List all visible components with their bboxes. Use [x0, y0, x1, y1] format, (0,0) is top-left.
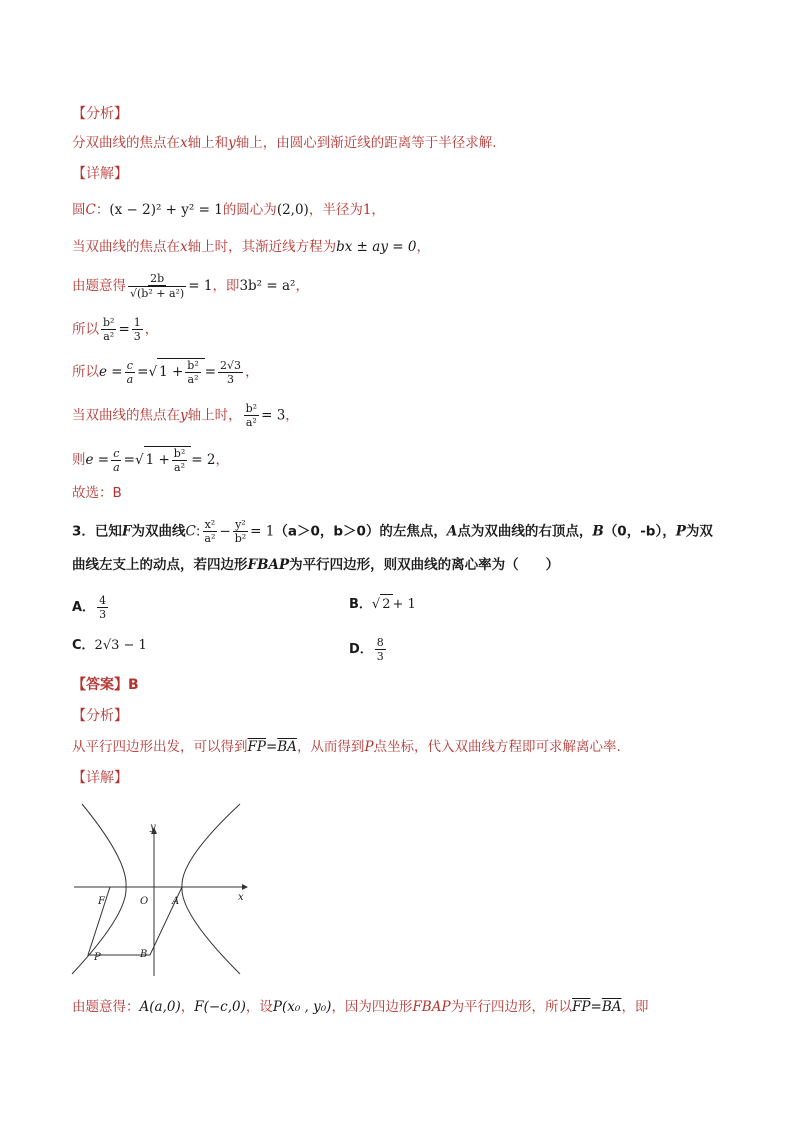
x-axis-arrow — [242, 884, 248, 890]
label-y: y — [150, 822, 156, 833]
question-3-line-2: 曲线左支上的动点，若四边形FBAP为平行四边形，则双曲线的离心率为（ ） — [72, 557, 560, 573]
option-d: D． $\frac{8}{3}$ — [349, 636, 384, 663]
label-F: F — [98, 896, 105, 907]
analysis-2-heading: 【分析】 — [72, 708, 128, 724]
left-branch — [72, 804, 126, 974]
answer-line: 【答案】B — [72, 677, 139, 693]
detail-2-line: 由题意得：A(a,0)，F(−c,0)，设P(x₀ , y₀)，因为四边形FBAP为平行四边形，所以$\overline{FP}=\overline{BA}$，即 — [72, 999, 649, 1015]
choice-line: 故选：B — [72, 485, 122, 501]
analysis-heading: 【分析】 — [72, 106, 128, 122]
label-O: O — [140, 896, 149, 907]
option-c: C．2√3 − 1 — [72, 638, 147, 653]
label-P: P — [94, 952, 101, 963]
analysis-text: 分双曲线的焦点在x轴上和y轴上，由圆心到渐近线的距离等于半径求解. — [72, 135, 497, 151]
detail-heading: 【详解】 — [72, 166, 128, 182]
detail-line-eccentricity-2: 则e = $\frac{c}{a}$ =√ 1 + $\frac{\text{b²}}{\text{a²}}$ = 2， — [72, 446, 229, 474]
detail-line-y-axis: 当双曲线的焦点在y轴上时， $\frac{\text{b²}}{\text{a²}}$ = 3， — [72, 402, 299, 429]
option-b: B．√ 2 + 1 — [349, 594, 416, 615]
label-x: x — [238, 892, 244, 903]
label-A: A — [172, 896, 180, 907]
detail-line-distance: 由题意得 $\frac{2b}{\text{√(b² + a²)}}$ = 1，即3b² = a²， — [72, 272, 309, 300]
detail-line-ratio: 所以 $\frac{\text{b²}}{\text{a²}}$ = $\frac{1}{3}$ ， — [72, 316, 159, 343]
detail-line-eccentricity-1: 所以e = $\frac{c}{a}$ =√ 1 + $\frac{\text{b²}}{\text{a²}}$ = $\frac{2√3}{3}$ ， — [72, 358, 259, 386]
label-B: B — [140, 949, 148, 960]
detail-line-circle: 圆C：(x − 2)² + y² = 1的圆心为(2,0)，半径为1， — [72, 202, 385, 218]
option-a: A． $\frac{4}{3}$ — [72, 594, 107, 621]
analysis-2-text: 从平行四边形出发，可以得到$\overline{FP}=\overline{BA}$，从而得到P点坐标，代入双曲线方程即可求解离心率. — [72, 739, 621, 755]
question-3-line-1: 3．已知F为双曲线C: $\frac{\text{x²}}{\text{a²}}$ − $\frac{\text{y²}}{\text{b²}}$ = 1（a＞0，b＞0）的左焦点，A点为双曲线的右顶点，B（0，-b），P为双 — [72, 518, 713, 545]
detail-line-asymptote: 当双曲线的焦点在x轴上时，其渐近线方程为bx ± ay = 0， — [72, 239, 430, 255]
hyperbola-figure — [68, 800, 258, 984]
detail-2-heading: 【详解】 — [72, 770, 128, 786]
hyperbola-diagram — [68, 800, 258, 980]
right-branch — [182, 804, 240, 974]
